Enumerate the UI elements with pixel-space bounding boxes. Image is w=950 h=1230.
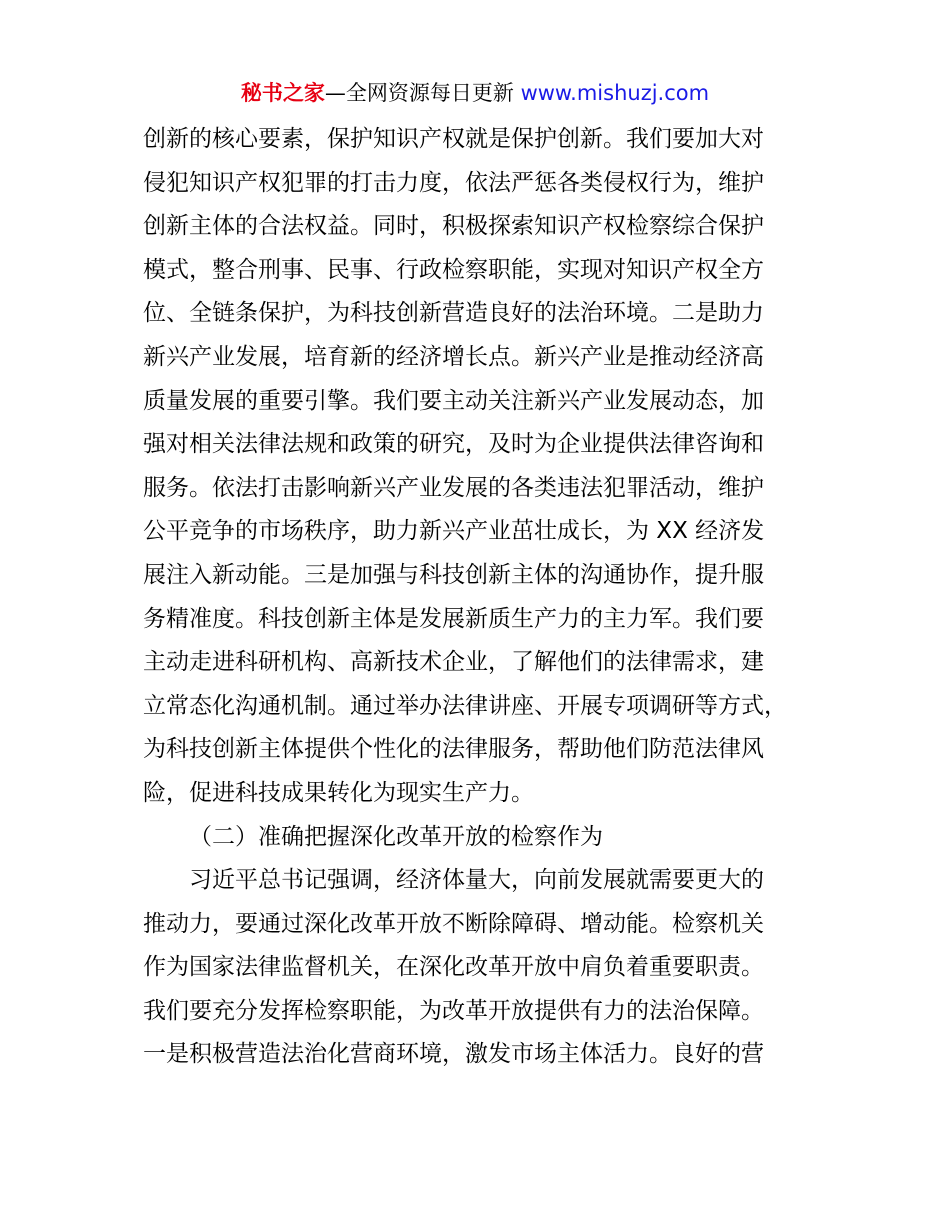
text-line: 习近平总书记强调，经济体量大，向前发展就需要更大的 xyxy=(189,867,764,894)
text-line: 模式，整合刑事、民事、行政检察职能，实现对知识产权全方 xyxy=(143,256,764,283)
paragraph-2 xyxy=(143,859,843,1077)
text-line: 强对相关法律法规和政策的研究，及时为企业提供法律咨询和 xyxy=(143,431,764,458)
site-header xyxy=(0,78,950,108)
text-line: 创新主体的合法权益。同时，积极探索知识产权检察综合保护 xyxy=(143,213,764,240)
text-line: 立常态化沟通机制。通过举办法律讲座、开展专项调研等方式， xyxy=(143,692,787,719)
text-line: 险，促进科技成果转化为现实生产力。 xyxy=(143,779,534,806)
text-line: 展注入新动能。三是加强与科技创新主体的沟通协作，提升服 xyxy=(143,561,764,588)
text-line: 推动力，要通过深化改革开放不断除障碍、增动能。检察机关 xyxy=(143,910,764,937)
text-line: 务精准度。科技创新主体是发展新质生产力的主力军。我们要 xyxy=(143,605,764,632)
text-line: 为科技创新主体提供个性化的法律服务，帮助他们防范法律风 xyxy=(143,736,764,763)
text-line: 主动走进科研机构、高新技术企业，了解他们的法律需求，建 xyxy=(143,649,764,676)
section-heading: （二）准确把握深化改革开放的检察作为 xyxy=(189,823,603,850)
text-line: 创新的核心要素，保护知识产权就是保护创新。我们要加大对 xyxy=(143,126,764,152)
document-body xyxy=(143,118,843,1077)
text-line: 作为国家法律监督机关，在深化改革开放中肩负着重要职责。 xyxy=(143,954,764,981)
text-line: 新兴产业发展，培育新的经济增长点。新兴产业是推动经济高 xyxy=(143,343,764,370)
text-line: 质量发展的重要引擎。我们要主动关注新兴产业发展动态，加 xyxy=(143,387,764,414)
text-line: 位、全链条保护，为科技创新营造良好的法治环境。二是助力 xyxy=(143,300,764,327)
text-line: 侵犯知识产权犯罪的打击力度，依法严惩各类侵权行为，维护 xyxy=(143,169,764,196)
text-line: 服务。依法打击影响新兴产业发展的各类违法犯罪活动，维护 xyxy=(143,474,764,501)
site-url[interactable]: www.mishuzj.com xyxy=(520,81,710,105)
text-line: 我们要充分发挥检察职能，为改革开放提供有力的法治保障。 xyxy=(143,997,764,1024)
text-line: 一是积极营造法治化营商环境，激发市场主体活力。良好的营 xyxy=(143,1041,764,1068)
paragraph-1 xyxy=(143,118,843,816)
site-tagline: —全网资源每日更新 xyxy=(324,81,521,105)
text-line: 公平竞争的市场秩序，助力新兴产业茁壮成长，为 XX 经济发 xyxy=(143,518,765,545)
site-brand: 秘书之家 xyxy=(240,81,325,105)
